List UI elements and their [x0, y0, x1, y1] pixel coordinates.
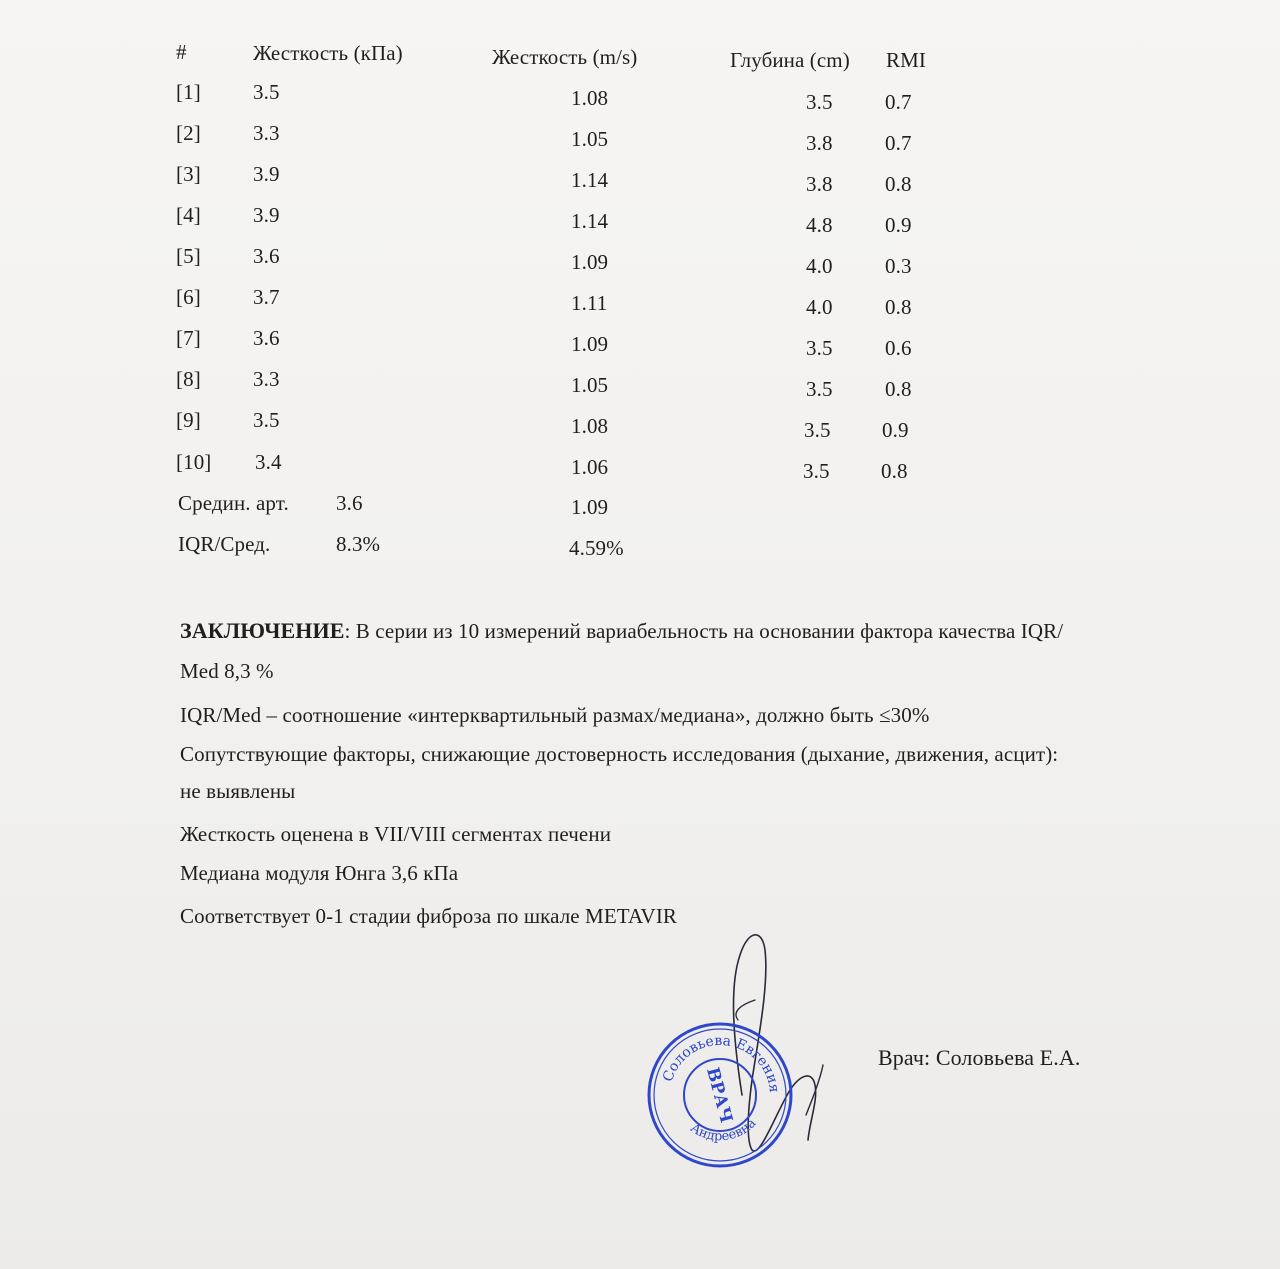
row-stiffness-kpa: 3.9 — [253, 203, 280, 227]
row-index: [2] — [176, 121, 201, 145]
summary-iqr-label: IQR/Сред. — [178, 532, 271, 556]
row-index: [1] — [176, 80, 201, 104]
row-rmi: 0.9 — [885, 213, 912, 237]
col-header-rmi: RMI — [886, 48, 926, 72]
row-depth: 3.5 — [803, 459, 830, 483]
row-stiffness-ms: 1.08 — [571, 86, 609, 110]
row-stiffness-ms: 1.09 — [571, 332, 609, 356]
stamp-ring-bottom: Андреевна — [687, 1115, 760, 1145]
row-depth: 4.0 — [806, 295, 833, 319]
conclusion-text-5: не выявлены — [180, 779, 296, 803]
row-index: [3] — [176, 162, 201, 186]
summary-iqr-ms: 4.59% — [569, 536, 624, 560]
row-stiffness-kpa: 3.6 — [253, 326, 280, 350]
row-rmi: 0.8 — [885, 377, 912, 401]
row-depth: 3.8 — [806, 131, 833, 155]
row-depth: 3.5 — [806, 90, 833, 114]
row-depth: 3.5 — [806, 377, 833, 401]
row-index: [5] — [176, 244, 201, 268]
conclusion-text-3: IQR/Med – соотношение «интерквартильный размах/медиана», должно быть ≤30% — [180, 703, 930, 727]
row-index: [7] — [176, 326, 201, 350]
doctor-signature-line: Врач: Соловьева Е.А. — [878, 1045, 1081, 1070]
stamp-center-text: ВРАЧ — [702, 1065, 737, 1126]
row-rmi: 0.8 — [885, 172, 912, 196]
row-stiffness-kpa: 3.9 — [253, 162, 280, 186]
row-depth: 4.8 — [806, 213, 833, 237]
row-index: [6] — [176, 285, 201, 309]
conclusion-text-2: Med 8,3 % — [180, 659, 274, 683]
row-depth: 4.0 — [806, 254, 833, 278]
stamp-ring-top: Соловьева Евгения — [660, 1032, 783, 1094]
conclusion-text-1: : В серии из 10 измерений вариабельность на основании фактора качества IQR/ — [344, 619, 1064, 643]
row-rmi: 0.9 — [882, 418, 909, 442]
row-stiffness-kpa: 3.7 — [253, 285, 280, 309]
row-stiffness-kpa: 3.3 — [253, 121, 280, 145]
row-stiffness-ms: 1.08 — [571, 414, 609, 438]
row-rmi: 0.3 — [885, 254, 912, 278]
row-index: [10] — [176, 450, 212, 474]
conclusion-text-6: Жесткость оценена в VII/VIII сегментах печени — [180, 822, 612, 846]
conclusion-text-7: Медиана модуля Юнга 3,6 кПа — [180, 861, 459, 885]
col-header-stiffness-ms: Жесткость (m/s) — [492, 45, 638, 69]
row-stiffness-ms: 1.05 — [571, 373, 609, 397]
summary-median-label: Средин. арт. — [178, 491, 289, 515]
row-depth: 3.8 — [806, 172, 833, 196]
conclusion-heading: ЗАКЛЮЧЕНИЕ — [180, 618, 345, 643]
row-stiffness-kpa: 3.5 — [253, 80, 280, 104]
summary-iqr-kpa: 8.3% — [336, 532, 381, 556]
row-index: [9] — [176, 408, 201, 432]
col-header-index: # — [176, 40, 187, 64]
row-depth: 3.5 — [806, 336, 833, 360]
row-stiffness-ms: 1.14 — [571, 209, 609, 233]
row-stiffness-kpa: 3.3 — [253, 367, 280, 391]
conclusion-text-8: Соответствует 0-1 стадии фиброза по шкале METAVIR — [180, 904, 678, 928]
row-rmi: 0.7 — [885, 90, 912, 114]
row-rmi: 0.7 — [885, 131, 912, 155]
conclusion-text-4: Сопутствующие факторы, снижающие достоверность исследования (дыхание, движения, асцит): — [180, 742, 1059, 766]
col-header-depth: Глубина (cm) — [730, 48, 850, 72]
row-index: [8] — [176, 367, 201, 391]
row-stiffness-ms: 1.11 — [571, 291, 608, 315]
row-stiffness-kpa: 3.5 — [253, 408, 280, 432]
row-rmi: 0.8 — [885, 295, 912, 319]
row-stiffness-ms: 1.09 — [571, 250, 609, 274]
summary-median-ms: 1.09 — [571, 495, 609, 519]
col-header-stiffness-kpa: Жесткость (кПа) — [253, 41, 403, 65]
row-stiffness-kpa: 3.4 — [255, 450, 282, 474]
row-rmi: 0.8 — [881, 459, 908, 483]
row-stiffness-ms: 1.14 — [571, 168, 609, 192]
doctor-stamp — [645, 1020, 795, 1170]
row-index: [4] — [176, 203, 201, 227]
row-depth: 3.5 — [804, 418, 831, 442]
row-rmi: 0.6 — [885, 336, 912, 360]
row-stiffness-kpa: 3.6 — [253, 244, 280, 268]
summary-median-kpa: 3.6 — [336, 491, 363, 515]
row-stiffness-ms: 1.05 — [571, 127, 609, 151]
row-stiffness-ms: 1.06 — [571, 455, 609, 479]
